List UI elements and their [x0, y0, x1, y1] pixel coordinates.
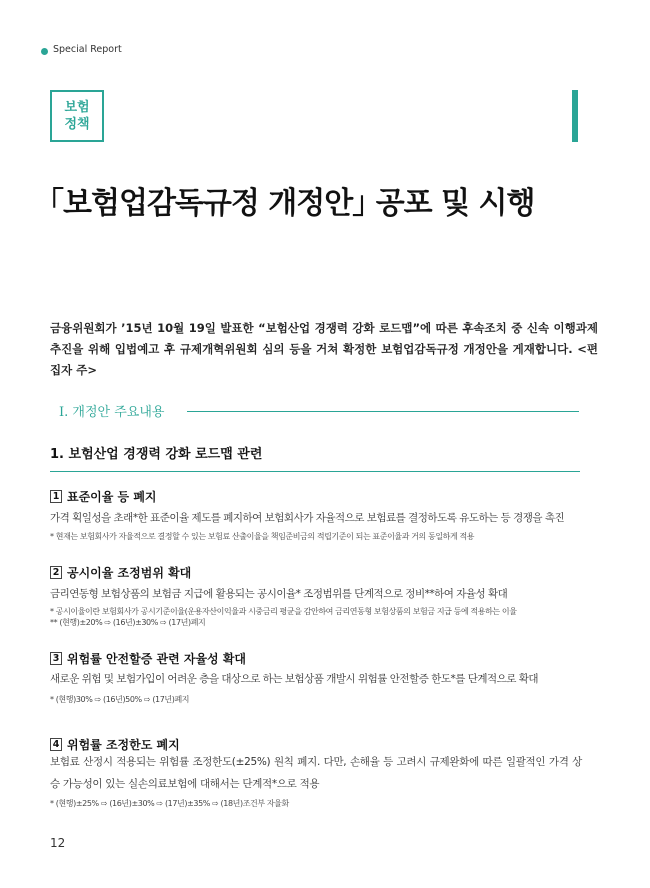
item-note: * (현행)30% ⇨ (16년)50% ⇨ (17년)폐지: [50, 695, 190, 704]
category-tag-line2: 정책: [64, 117, 90, 132]
section-divider: [187, 411, 579, 412]
item-number-box: 3: [50, 652, 62, 665]
item-body: 가격 획일성을 초래*한 표준이율 제도를 폐지하여 보험회사가 자율적으로 보험료를 결정하도록 유도하는 등 경쟁을 촉진: [50, 512, 565, 524]
item-number-box: 4: [50, 738, 62, 751]
item-title-text: 위험률 안전할증 관련 자율성 확대: [67, 652, 247, 666]
item-title: [50, 564, 191, 581]
decorative-bar: [572, 90, 578, 142]
item-title: [50, 488, 157, 505]
item-note: * 현재는 보험회사가 자율적으로 결정할 수 있는 보험료 산출이율을 책임준비금의 적립기준이 되는 표준이율과 거의 동일하게 적용: [50, 532, 475, 541]
item-note: * (현행)±25% ⇨ (16년)±30% ⇨ (17년)±35% ⇨ (18년)조건부 자율화: [50, 799, 289, 808]
section-heading: Ⅰ. 개정안 주요내용: [59, 405, 165, 420]
subsection-heading: 1. 보험산업 경쟁력 강화 로드맵 관련: [50, 447, 263, 462]
item-body: 새로운 위험 및 보험가입이 어려운 층을 대상으로 하는 보험상품 개발시 위험률 안전할증 한도*를 단계적으로 확대: [50, 673, 539, 685]
section-label: Special Report: [53, 44, 122, 55]
header-bullet-icon: [41, 48, 48, 55]
item-number-box: 2: [50, 566, 62, 579]
page-number: 12: [50, 836, 66, 850]
category-tag: [50, 90, 104, 142]
item-note: * 공시이율이란 보험회사가 공시기준이율(운용자산이익율과 시중금리 평균을 감안하여 금리연동형 보험상품의 보험금 지급 등에 적용하는 이율: [50, 607, 517, 616]
page-title: ｢보험업감독규정 개정안｣ 공포 및 시행: [49, 186, 535, 221]
item-title-text: 공시이율 조정범위 확대: [67, 566, 192, 580]
intro-paragraph: 금융위원회가 ’15년 10월 19일 발표한 “보험산업 경쟁력 강화 로드맵”에 따른 후속조치 중 신속 이행과제 추진을 위해 입법예고 후 규제개혁위원회 심의 등을 거쳐 확정한 보험업감독규정 개정안을 게재합니다. <편집자 주>: [50, 321, 598, 377]
item-title-text: 표준이율 등 폐지: [67, 490, 157, 504]
category-tag-line1: 보험: [64, 100, 90, 115]
item-title: [50, 650, 246, 667]
subsection-divider: [50, 471, 580, 472]
item-number-box: 1: [50, 490, 62, 503]
item-body: 보험료 산정시 적용되는 위험률 조정한도(±25%) 원칙 폐지. 다만, 손해율 등 고려시 규제완화에 따른 일괄적인 가격 상승 가능성이 있는 실손의료보험에 대해서는 단계적*으로 적용: [50, 756, 582, 790]
item-body: 금리연동형 보험상품의 보험금 지급에 활용되는 공시이율* 조정범위를 단계적으로 정비**하여 자율성 확대: [50, 588, 508, 600]
item-note: ** (현행)±20% ⇨ (16년)±30% ⇨ (17년)폐지: [50, 618, 206, 627]
item-title-text: 위험률 조정한도 폐지: [67, 738, 180, 752]
